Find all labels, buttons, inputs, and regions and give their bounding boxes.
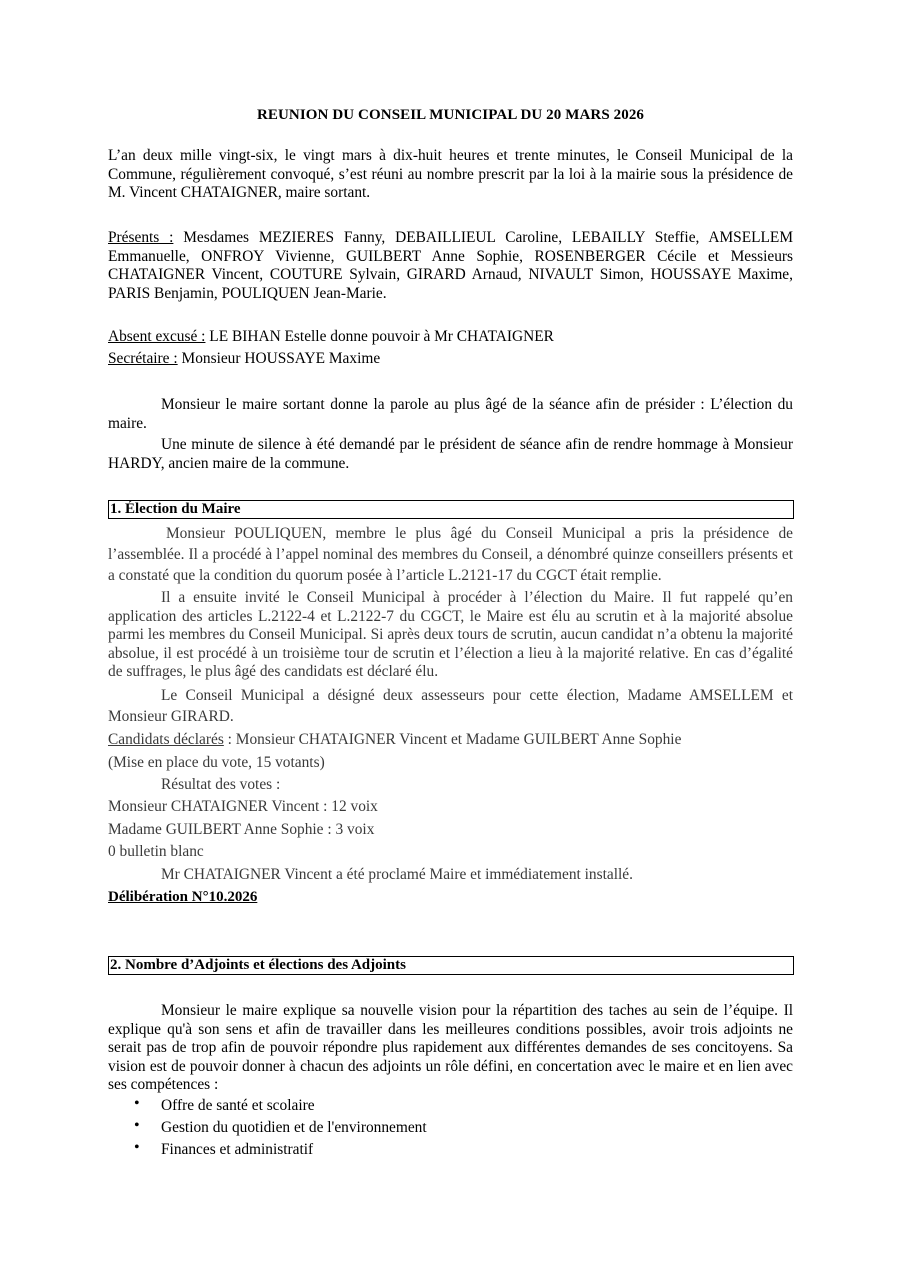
presents-paragraph — [108, 229, 793, 303]
minute-silence-paragraph: Une minute de silence à été demandé par le président de séance afin de rendre hommage à Monsieur HARDY, ancien maire de la commune. — [108, 436, 793, 472]
parole-paragraph: Monsieur le maire sortant donne la parole au plus âgé de la séance afin de présider : L’élection du maire. — [108, 396, 793, 432]
absent-label: Absent excusé : — [108, 328, 206, 345]
section2-paragraph-1: Monsieur le maire explique sa nouvelle vision pour la répartition des taches au sein de l’équipe. Il explique qu'à son sens et afin de travailler dans les meilleures conditions possibles, avoir trois adjoints ne serait pas de trop afin de pouvoir répondre plus rapidement aux différentes demandes de ses concitoyens. Sa vision est de pouvoir donner à chacun des adjoints un rôle défini, en concertation avec le maire et en lien avec ses compétences : — [108, 1002, 793, 1094]
section1-paragraph-3: Le Conseil Municipal a désigné deux assesseurs pour cette élection, Madame AMSELLEM et Monsieur GIRARD. — [108, 687, 793, 725]
list-item: • Offre de santé et scolaire — [134, 1095, 315, 1114]
candidats-label: Candidats déclarés — [108, 731, 224, 748]
secretaire-line — [108, 350, 793, 369]
document-title: REUNION DU CONSEIL MUNICIPAL DU 20 MARS 2026 — [256, 107, 645, 123]
presents-list: Mesdames MEZIERES Fanny, DEBAILLIEUL Caroline, LEBAILLY Steffie, AMSELLEM Emmanuelle, ONFROY Vivienne, GUILBERT Anne Sophie, ROSENBERGER Cécile et Messieurs CHATAIGNER Vincent, COUTURE Sylvain, GIRARD Arnaud, NIVAULT Simon, HOUSSAYE Maxime, PARIS Benjamin, POULIQUEN Jean-Marie. — [108, 229, 794, 302]
responsibilities-list — [108, 1095, 793, 1161]
intro-paragraph: L’an deux mille vingt-six, le vingt mars à dix-huit heures et trente minutes, le Conseil Municipal de la Commune, régulièrement convoqué, s’est réuni au nombre prescrit par la loi à la mairie sous la présidence de M. Vincent CHATAIGNER, maire sortant. — [108, 147, 793, 202]
deliberation-reference: Délibération N°10.2026 — [108, 889, 258, 905]
secretaire-label: Secrétaire : — [108, 350, 178, 367]
bullet-icon: • — [134, 1117, 140, 1134]
vote-setup-line: (Mise en place du vote, 15 votants) — [108, 754, 325, 771]
candidats-text: : Monsieur CHATAIGNER Vincent et Madame GUILBERT Anne Sophie — [223, 731, 682, 748]
absent-line — [108, 328, 793, 347]
bullet-icon: • — [134, 1095, 140, 1112]
absent-text: LE BIHAN Estelle donne pouvoir à Mr CHATAIGNER — [205, 328, 554, 345]
proclamation-line: Mr CHATAIGNER Vincent a été proclamé Maire et immédiatement installé. — [161, 866, 633, 883]
result-blank: 0 bulletin blanc — [108, 843, 204, 860]
results-label-line: Résultat des votes : — [161, 776, 281, 793]
section1-heading: 1. Élection du Maire — [108, 500, 794, 519]
secretaire-text: Monsieur HOUSSAYE Maxime — [177, 350, 381, 367]
list-item: • Gestion du quotidien et de l'environnement — [134, 1117, 427, 1136]
candidats-line — [108, 731, 793, 750]
section1-paragraph-1: Monsieur POULIQUEN, membre le plus âgé du Conseil Municipal a pris la présidence de l’assemblée. Il a procédé à l’appel nominal des membres du Conseil, a dénombré quinze conseillers présents et a constaté que la condition du quorum posée à l’article L.2121-17 du CGCT était remplie. — [108, 525, 793, 584]
result-chataigner: Monsieur CHATAIGNER Vincent : 12 voix — [108, 798, 378, 815]
bullet-icon: • — [134, 1139, 140, 1156]
section1-paragraph-2: Il a ensuite invité le Conseil Municipal à procéder à l’élection du Maire. Il fut rappelé qu’en application des articles L.2122-4 et L.2122-7 du CGCT, le Maire est élu au scrutin et à la majorité absolue parmi les membres du Conseil Municipal. Si après deux tours de scrutin, aucun candidat n’a obtenu la majorité absolue, il est procédé à un troisième tour de scrutin et l’élection a lieu à la majorité relative. En cas d’égalité de suffrages, le plus âgé des candidats est déclaré élu. — [108, 589, 793, 681]
section2-heading: 2. Nombre d’Adjoints et élections des Adjoints — [108, 956, 794, 975]
result-guilbert: Madame GUILBERT Anne Sophie : 3 voix — [108, 821, 375, 838]
list-item: • Finances et administratif — [134, 1139, 314, 1158]
presents-label: Présents : — [108, 229, 174, 246]
